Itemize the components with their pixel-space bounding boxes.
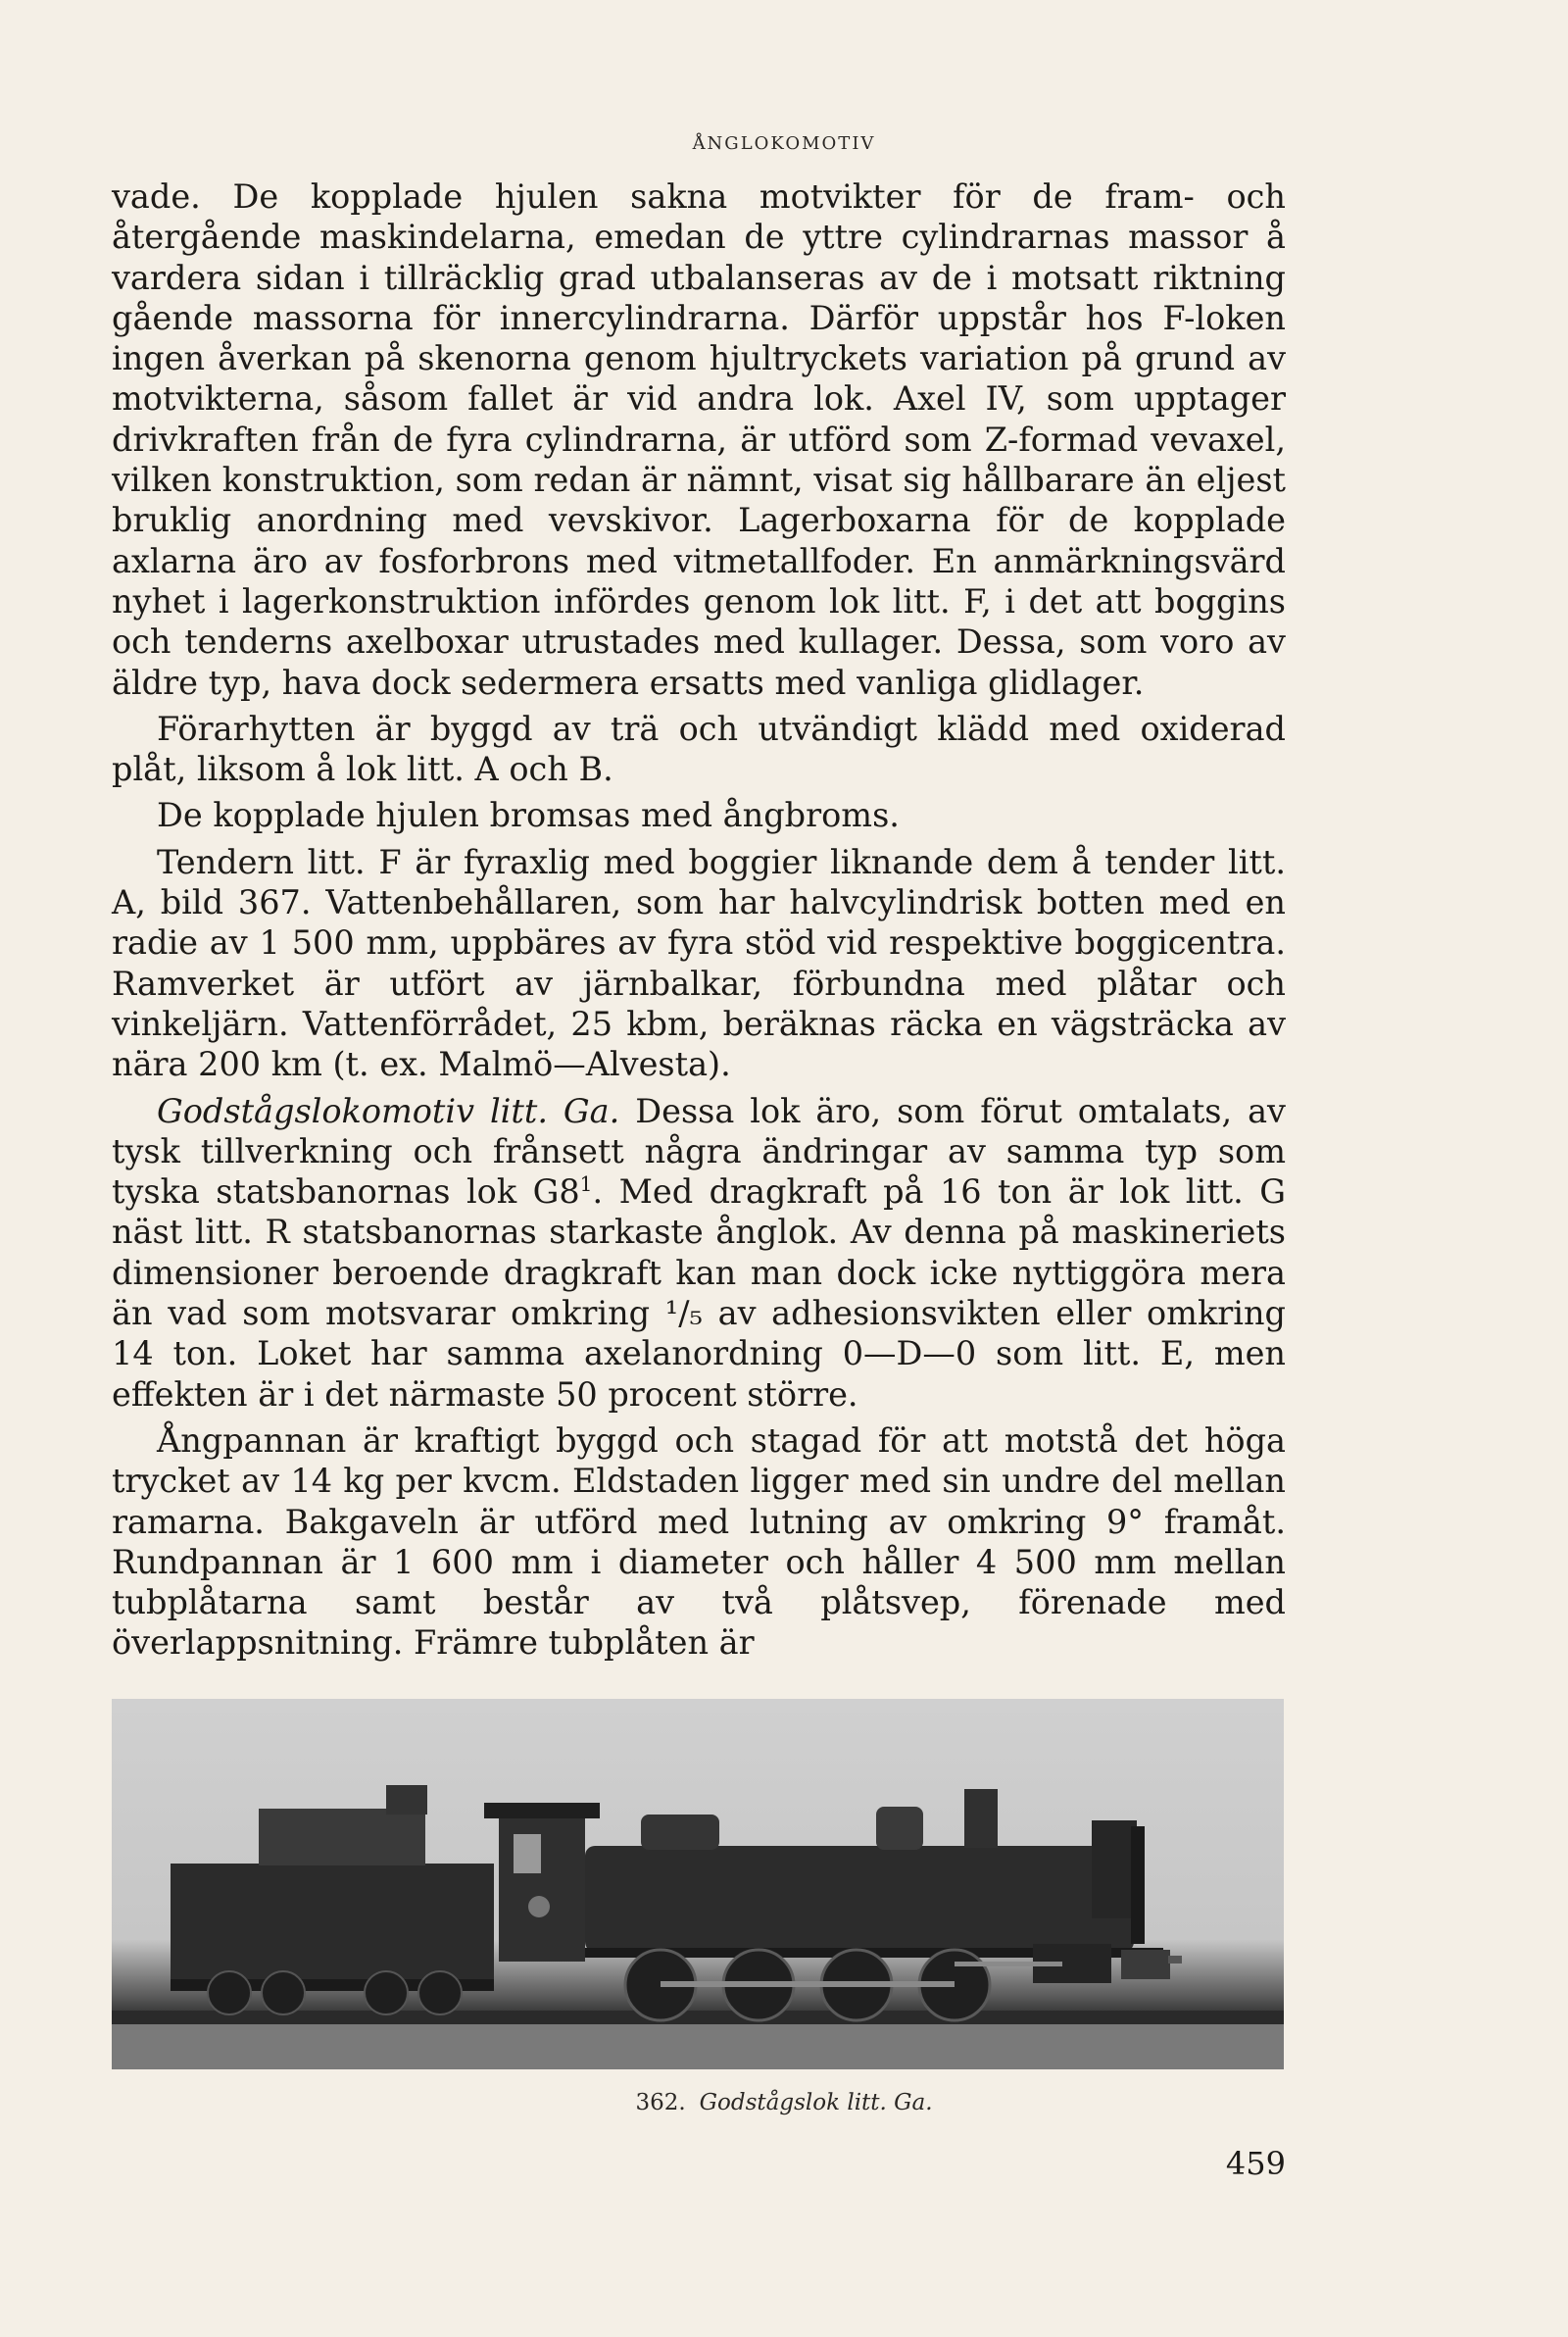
paragraph-5-text-a: Dessa lok äro, som förut omtalats, av tysk tillverkning och frånsett några ändringar av samma typ som tyska statsbanornas lok G8 [112,1091,1286,1212]
figure-title: Godstågslok litt. Ga. [699,2090,933,2115]
locomotive-illustration [112,1699,1284,2069]
body-text [112,176,1286,1669]
paragraph-6: Ångpannan är kraftigt byggd och stagad för att motstå det höga trycket av 14 kg per kvcm. Eldstaden ligger med sin undre del mellan ramarna. Bakgaveln är utförd med lutning av omkring 9° framåt. Rundpannan är 1 600 mm i diameter och håller 4 500 mm mellan tubplåtarna samt består av två plåtsvep, förenade med överlappsnitning. Främre tubplåten är [112,1420,1286,1663]
footnote-marker: 1 [579,1171,593,1196]
paragraph-2: Förarhytten är byggd av trä och utvändigt klädd med oxiderad plåt, liksom å lok litt. A och B. [112,709,1286,789]
paragraph-5-italic-lead: Godstågslokomotiv litt. Ga. [157,1091,620,1130]
page-number: 459 [1225,2145,1286,2182]
figure-number: 362. [635,2090,686,2115]
paragraph-1: vade. De kopplade hjulen sakna motvikter för de fram- och återgående maskindelarna, emedan de yttre cylindrarnas massor å vardera sidan i tillräcklig grad utbalanseras av de i motsatt riktning gående massorna för innercylindrarna. Därför uppstår hos F-loken ingen åverkan på skenorna genom hjultryckets variation på grund av motvikterna, såsom fallet är vid andra lok. Axel IV, som upptager drivkraften från de fyra cylindrarna, är utförd som Z-formad vevaxel, vilken konstruktion, som redan är nämnt, visat sig hållbarare än eljest bruklig anordning med vevskivor. Lagerboxarna för de kopplade axlarna äro av fosforbrons med vitmetallfoder. En anmärkningsvärd nyhet i lagerkonstruktion infördes genom lok litt. F, i det att boggins och tenderns axelboxar utrustades med kullager. Dessa, som voro av äldre typ, hava dock sedermera ersatts med vanliga glidlager. [112,177,1286,702]
paragraph-5 [112,1091,1286,1415]
figure-caption [0,2090,1568,2115]
paragraph-5-text-c: av adhesionsvikten eller omkring 14 ton. Loket har samma axelanordning 0—D—0 som litt. E, men effekten är i det närmaste 50 procent större. [112,1294,1287,1414]
fraction: ¹/₅ [664,1294,703,1333]
locomotive-photograph [112,1699,1284,2069]
paragraph-4: Tendern litt. F är fyraxlig med boggier liknande dem å tender litt. A, bild 367. Vattenbehållaren, som har halvcylindrisk botten med en radie av 1 500 mm, uppbäres av fyra stöd vid respektive boggicentra. Ramverket är utfört av järnbalkar, förbundna med plåtar och vinkeljärn. Vattenförrådet, 25 kbm, beräknas räcka en vägsträcka av nära 200 km (t. ex. Malmö—Alvesta). [112,842,1286,1084]
paragraph-5-text-b: . Med dragkraft på 16 ton är lok litt. G näst litt. R statsbanornas starkaste ånglok. Av denna på maskineriets dimensioner beroende dragkraft kan man dock icke nyttiggöra mera än vad som motsvarar omkring [112,1172,1286,1333]
paragraph-3: De kopplade hjulen bromsas med ångbroms. [157,796,900,835]
running-head: ÅNGLOKOMOTIV [692,133,876,154]
